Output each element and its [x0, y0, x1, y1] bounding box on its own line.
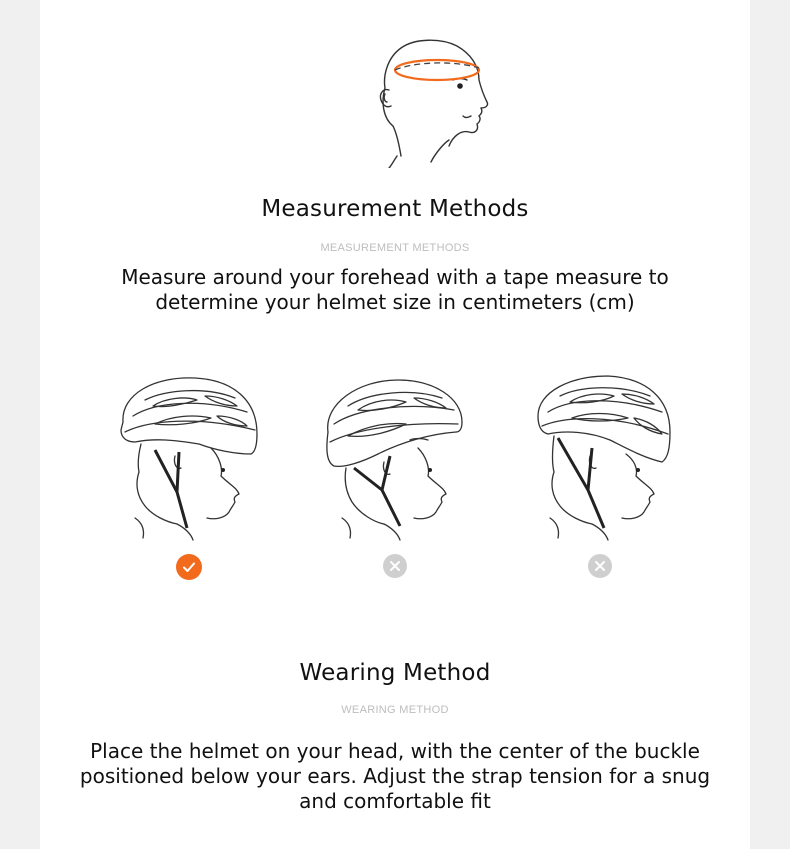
correct-fit-badge [176, 554, 202, 580]
measurement-title: Measurement Methods [261, 196, 529, 222]
cross-icon [388, 559, 402, 573]
helmet-tilted-forward-illustration [530, 372, 680, 542]
wearing-description-line: Place the helmet on your head, with the center of the buckle [90, 739, 700, 763]
measurement-subtitle: MEASUREMENT METHODS [320, 242, 470, 254]
content-panel [40, 0, 750, 849]
incorrect-fit-badge [383, 554, 407, 578]
helmet-correct-illustration [115, 372, 265, 542]
wearing-title: Wearing Method [299, 660, 491, 686]
measurement-description-line: Measure around your forehead with a tape measure to [121, 265, 669, 289]
measurement-description [40, 265, 750, 315]
incorrect-fit-badge [588, 554, 612, 578]
head-measurement-illustration [353, 36, 493, 168]
measurement-description-line: determine your helmet size in centimeters (cm) [155, 290, 635, 314]
wearing-description-line: and comfortable fit [299, 789, 491, 813]
check-icon [181, 559, 197, 575]
wearing-description [40, 739, 750, 814]
wearing-subtitle: WEARING METHOD [341, 704, 449, 716]
helmet-tilted-back-illustration [322, 372, 472, 542]
cross-icon [593, 559, 607, 573]
wearing-description-line: positioned below your ears. Adjust the strap tension for a snug [79, 764, 711, 788]
